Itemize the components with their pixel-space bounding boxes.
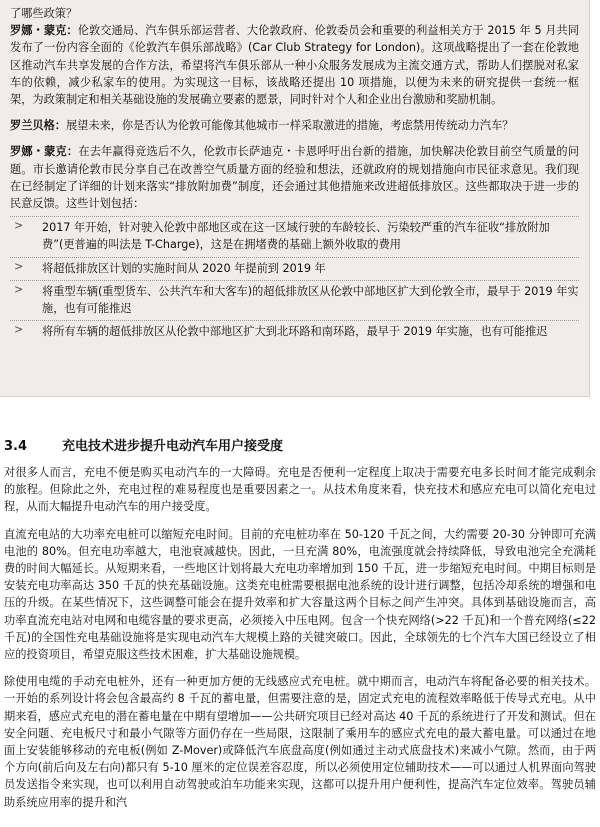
interview-answer-2 <box>10 143 579 212</box>
interview-question-2 <box>10 117 579 134</box>
question-text: 展望未来，你是否认为伦敦可能像其他城市一样采取激进的措施，考虑禁用传统动力汽车？ <box>65 119 514 133</box>
interview-intro: 了哪些政策？ <box>10 7 78 20</box>
interview-box <box>0 0 590 397</box>
bullet-item: > 2017 年开始，针对驶入伦敦中部地区或在这一区域行驶的车龄较长、污染较严重的汽车征收“排放附加费”(更普遍的叫法是 T-Charge)，这是在拥堵费的基础上额外收取的费用 <box>10 216 579 253</box>
interview-answer-1 <box>10 22 579 108</box>
speaker-label: 罗娜・蒙克： <box>10 145 79 159</box>
section-body <box>0 464 600 811</box>
section-title: 充电技术进步提升电动汽车用户接受度 <box>62 439 284 454</box>
body-paragraph: 直流充电站的大功率充电桩可以缩短充电时间。目前的充电桩功率在 50-120 千瓦之间，大约需要 20-30 分钟即可充满电池的 80%。但充电功率越大，电池衰减越快。因此，一旦充满 80%，电流强度就会持续降低，导致电池完全充满耗费的时间大幅延长。从短期来看，一些地区计划将最大充电功率增加到 150 千瓦，进一步缩短充电时间。中期目标则是安装充电功率高达 350 千瓦的快充基础设施。这类充电桩需要根据电池系统的设计进行调整，包括冷却系统的增强和电压的升级。在某些情况下，这些调整可能会在提升效率和扩大容量这两个目标之间产生冲突。具体到基础设施而言，高功率直流充电站对电网和电缆容量的要求更高，必须接入中压电网。包含一个快充网络(>22 千瓦)和一个普充网络(≤22 千瓦)的全国性充电基础设施将是实现电动汽车大规模上路的关键突破口。因此，全球领先的七个汽车大国已经设立了相应的投资项目，希望克服这些技术困难，扩大基础设施规模。 <box>4 527 596 662</box>
section-heading <box>0 438 600 456</box>
bullet-item: > 将重型车辆(重型货车、公共汽车和大客车)的超低排放区从伦敦中部地区扩大到伦敦全市，最早于 2019 年实施，也有可能推迟 <box>10 280 579 317</box>
chevron-right-icon: > <box>14 323 24 337</box>
bullet-item: > 将所有车辆的超低排放区从伦敦中部地区扩大到北环路和南环路，最早于 2019 年实施，也有可能推迟 <box>10 320 579 340</box>
chevron-right-icon: > <box>14 219 24 233</box>
chevron-right-icon: > <box>14 259 24 273</box>
bullet-item: > 将超低排放区计划的实施时间从 2020 年提前到 2019 年 <box>10 257 579 277</box>
speaker-label: 罗娜・蒙克： <box>10 24 78 38</box>
speaker-label: 罗兰贝格： <box>10 119 66 133</box>
body-paragraph: 对很多人而言，充电不便是购买电动汽车的一大障碍。充电是否便利一定程度上取决于需要充电多长时间才能完成剩余的旅程。但除此之外，充电过程的难易程度也是重要因素之一。从技术角度来看，快充技术和感应充电可以简化充电过程，从而大幅提升电动汽车的用户接受度。 <box>4 466 596 514</box>
answer-text: 伦敦交通局、汽车俱乐部运营者、大伦敦政府、伦敦委员会和重要的利益相关方于 2015 年 5 月共同发布了一份内容全面的《伦敦汽车俱乐部战略》(Car Club Strategy for London)。这项战略提出了一套在伦敦地区推动汽车共享发展的合作方法，希望将汽车俱乐部从一种小众服务发展成为主流交通方式，帮助人们摆脱对私家车的依赖，减少私家车的使用。为实现这一目标，该战略还提出 10 项措施，以便为未来的研究提供一套统一框架，为政策制定和相关基础设施的发展确立要素的愿景，同时针对个人和企业出台激励和奖励机制。 <box>10 24 579 107</box>
section-number: 3.4 <box>4 439 28 454</box>
answer-text: 在去年赢得竞选后不久，伦敦市长萨迪克・卡恩呼吁出台新的措施，加快解决伦敦目前空气质量的问题。市长邀请伦敦市民分享自己在改善空气质量方面的经验和想法，还就政府的规划措施向市民征求意见。我们现在已经制定了详细的计划来落实“排放附加费”制度，还会通过其他措施来改进超低排放区。这些都取决于进一步的民意反馈。这些计划包括： <box>10 145 579 211</box>
section-3-4 <box>0 438 600 821</box>
policy-bullet-list <box>10 216 579 340</box>
chevron-right-icon: > <box>14 282 24 296</box>
body-paragraph: 除使用电缆的手动充电桩外，还有一种更加方便的无线感应式充电桩。就中期而言，电动汽车将配备必要的相关技术。一开始的系列设计将会包含最高约 8 千瓦的蓄电量，但需要注意的是，固定式充电的流程效率略低于传导式充电。从中期来看，感应式充电的潜在蓄电量在中期有望增加——公共研究项目已经对高达 40 千瓦的系统进行了开发和测试。但在安全问题、充电板尺寸和最小气隙等方面仍存在一些局限，这限制了乘用车的感应式充电的最大蓄电量。可以通过在地面上安装能够移动的充电板(例如 Z-Mover)或降低汽车底盘高度(例如通过主动式底盘技术)来减小气隙。然而，由于两个方向(前后向及左右向)都只有 5-10 厘米的定位误差容忍度，所以必须使用定位辅助技术——可以通过人机界面向驾驶员发送指令来实现，也可以利用自动驾驶或泊车功能来实现，这都可以提升用户便利性，提高汽车定位效率。驾驶员辅助系统应用率的提升和汽 <box>4 675 596 809</box>
